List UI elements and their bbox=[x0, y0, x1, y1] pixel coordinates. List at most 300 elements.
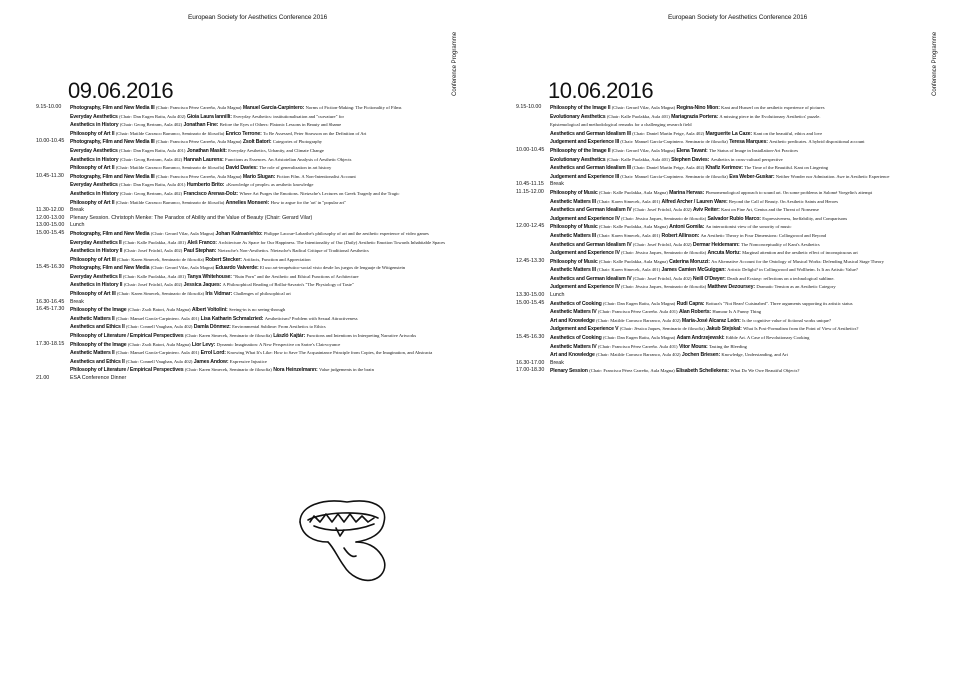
session-name: Aesthetic Matters II bbox=[70, 350, 115, 357]
session-chair: (Chair: Francisca Pérez Carreño, Aula Magna) bbox=[589, 368, 675, 374]
session-entry bbox=[550, 367, 956, 376]
session-name: Everyday Aesthetics bbox=[70, 147, 118, 154]
time-slot: 12.00-13.00 bbox=[36, 214, 65, 221]
schedule-row bbox=[516, 164, 956, 173]
talk-title: Value judgements in the brain bbox=[319, 367, 374, 373]
speaker-name: Lior Levy: bbox=[191, 341, 216, 348]
session-name: Philosophy of the Image II bbox=[550, 105, 611, 111]
schedule-row bbox=[516, 334, 956, 343]
time-slot: 12.00-12.45 bbox=[516, 223, 545, 230]
session-name: Aesthetics and German Idealism III bbox=[550, 130, 631, 137]
right-page bbox=[480, 0, 960, 678]
schedule-row bbox=[36, 190, 476, 199]
session-chair: (Chair: Daniel Martín Feige, Aula 402) bbox=[632, 130, 705, 136]
talk-title: Kant and Husserl on the aesthetic experience of pictures bbox=[721, 105, 825, 110]
session-entry bbox=[70, 147, 476, 156]
speaker-name: Caterina Moruzzi: bbox=[669, 258, 710, 265]
session-entry bbox=[70, 215, 476, 223]
time-slot: 16.30-17.00 bbox=[516, 359, 545, 366]
speaker-name: Robert Stecker: bbox=[205, 256, 242, 263]
session-name: Aesthetics and German Idealism IV bbox=[550, 275, 632, 282]
session-entry bbox=[550, 266, 956, 275]
talk-title: Artifacts, Function and Appreciation bbox=[243, 256, 311, 262]
speaker-name: Jessica Jaques: bbox=[183, 282, 222, 289]
speaker-name: Iris Vidmar: bbox=[205, 291, 233, 298]
session-name: Aesthetics in History bbox=[70, 190, 119, 197]
session-chair: (Chair: Kalle Puolakka, Aula 401) bbox=[122, 239, 186, 245]
schedule-row bbox=[36, 104, 476, 113]
talk-title: Fiction Film. A Non-Intentionalist Account bbox=[276, 173, 356, 179]
speaker-name: Elena Tavani: bbox=[676, 147, 708, 154]
session-chair: (Chair: Jèssica Jaques, Seminario de filosofía) bbox=[621, 250, 707, 256]
session-chair: (Chair: Dan Eugen Ratiu, Aula Magna) bbox=[603, 335, 676, 341]
speaker-name: Mario Slugan: bbox=[242, 173, 276, 180]
time-slot: 9.15-10.00 bbox=[516, 104, 542, 110]
session-chair: (Chair: Jèssica Jaques, Seminario de filosofía) bbox=[621, 284, 707, 290]
session-chair: (Chair: Dan Eugen Ratiu, Aula 402) bbox=[119, 113, 186, 119]
session-entry bbox=[70, 130, 476, 139]
day-date: 09.06.2016 bbox=[68, 78, 174, 103]
time-slot: 10.00-10.45 bbox=[36, 138, 65, 145]
speaker-name: María-José Alcaraz León: bbox=[681, 317, 741, 324]
talk-title: Dynamic Imagination: A New Perspective on Sartre's Clairvoyance bbox=[216, 341, 341, 347]
speaker-name: Lisa Katharin Schmalzried: bbox=[200, 315, 264, 322]
conference-title: European Society for Aesthetics Conference 2016 bbox=[188, 14, 328, 21]
session-entry bbox=[550, 292, 956, 300]
session-name: Judgement and Experience V bbox=[550, 326, 619, 333]
speaker-name: Stephen Davies: bbox=[671, 156, 710, 163]
talk-title: The Nonconceptuality of Kant's Aesthetics bbox=[740, 241, 820, 247]
speaker-name: Marguerite La Caze: bbox=[705, 130, 752, 137]
schedule-row bbox=[36, 247, 476, 256]
speaker-name: Tanya Whitehouse: bbox=[187, 273, 232, 280]
talk-title: Categories of Photography bbox=[272, 139, 323, 145]
time-slot: 10.00-10.45 bbox=[516, 146, 545, 153]
talk-title: Functions as Essences. An Aristotelian Analysis of Aesthetic Objects bbox=[225, 156, 352, 162]
schedule-row bbox=[36, 130, 476, 139]
session-chair: (Chair: Zsolt Batori, Aula Magna) bbox=[127, 307, 191, 313]
speaker-name: László Kajtár: bbox=[273, 333, 306, 340]
session-entry bbox=[550, 156, 956, 165]
schedule-row bbox=[516, 223, 956, 232]
schedule-row bbox=[36, 273, 476, 282]
session-entry bbox=[70, 199, 476, 208]
speaker-name: Dermar Heidemann: bbox=[692, 241, 740, 248]
talk-title: Humour Is A Funny Thing bbox=[712, 309, 762, 315]
speaker-name: Eduardo Valverde: bbox=[215, 265, 259, 272]
session-chair: (Chair: Karen Simecek, Aula 401) bbox=[597, 267, 661, 273]
schedule-row bbox=[516, 249, 956, 258]
talk-title: The role of generalization in art history bbox=[259, 165, 332, 171]
session-entry bbox=[70, 281, 476, 290]
schedule-row bbox=[36, 113, 476, 122]
session-entry bbox=[70, 113, 476, 122]
speaker-name: Jonathan Maskit: bbox=[186, 147, 227, 154]
schedule-row bbox=[516, 300, 956, 309]
schedule-row bbox=[516, 258, 956, 267]
schedule-row bbox=[516, 283, 956, 292]
schedule-row bbox=[36, 349, 476, 358]
session-chair: (Chair: Jèssica Jaques, Seminario de filosofía) bbox=[619, 326, 705, 332]
session-entry bbox=[70, 366, 476, 375]
talk-title: Nietzsche's Non-Aesthetics. Nietzsche's Radical Critique of Traditional Aesthetics bbox=[217, 248, 369, 254]
session-entry bbox=[550, 317, 956, 326]
speaker-name: Rudi Capra: bbox=[676, 300, 705, 307]
session-name: Philosophy of Music bbox=[550, 224, 598, 231]
schedule-row bbox=[36, 281, 476, 290]
speaker-name: Hannah Laurens: bbox=[183, 156, 224, 163]
time-slot: 11.15-12.00 bbox=[516, 188, 544, 195]
session-chair: (Chair: Josef Früchtl, Aula 402) bbox=[632, 207, 692, 213]
schedule-row bbox=[36, 299, 476, 307]
schedule-row bbox=[36, 366, 476, 375]
speaker-name: Manuel García-Carpintero: bbox=[242, 105, 305, 111]
speaker-name: Alan Roberts: bbox=[678, 309, 712, 316]
schedule-row bbox=[36, 138, 476, 147]
session-chair: (Chair: Dan Eugen Ratiu, Aula 401) bbox=[119, 147, 186, 153]
talk-title: Death and Ecstasy: reflections on a technological sublime. bbox=[727, 275, 835, 281]
speaker-name: Zsolt Batori: bbox=[242, 139, 272, 146]
schedule-row bbox=[36, 207, 476, 215]
talk-title: What Do We Owe Beautiful Objects? bbox=[730, 368, 800, 374]
speaker-name: Salvador Rubio Marco: bbox=[707, 215, 761, 222]
session-entry bbox=[70, 222, 476, 230]
schedule bbox=[516, 104, 956, 376]
schedule-row bbox=[516, 232, 956, 241]
session-chair: (Chair: Kalle Puolakka, Aula Magna) bbox=[598, 224, 668, 230]
session-entry bbox=[550, 215, 956, 224]
session-chair: (Chair: Josef Früchtl, Aula 402) bbox=[123, 248, 183, 254]
speaker-name: Vitor Moura: bbox=[678, 343, 708, 350]
session-chair: (Chair: Matilde Carrasco Barranco, Aula 402) bbox=[596, 352, 681, 358]
schedule-row bbox=[36, 121, 476, 130]
time-slot: 15.00-15.45 bbox=[36, 229, 65, 236]
session-name: Photography, Film and New Media bbox=[70, 265, 150, 272]
schedule-row bbox=[516, 189, 956, 198]
speaker-name: Nora Heinzelmann: bbox=[273, 367, 318, 374]
time-slot: 10.45-11.30 bbox=[36, 172, 64, 179]
talk-title: Before the Eyes of Others: Platonic Lessons in Beauty and Shame bbox=[219, 122, 342, 128]
session-chair: (Chair: Dan Eugen Ratiu, Aula 401) bbox=[119, 182, 186, 188]
session-name: Philosophy of Literature / Empirical Perspectives bbox=[70, 367, 184, 374]
speaker-name: Ancuta Mortu: bbox=[707, 250, 741, 257]
schedule-row bbox=[36, 315, 476, 324]
schedule-row bbox=[36, 341, 476, 350]
session-entry bbox=[70, 207, 476, 215]
time-slot: 13.30-15.00 bbox=[516, 292, 545, 299]
session-chair: (Chair: Josef Früchtl, Aula 402) bbox=[632, 275, 692, 281]
session-name: Philosophy of Art II bbox=[70, 165, 115, 172]
speaker-name: Jochen Briesen: bbox=[681, 352, 721, 359]
talk-title: Expressiveness, Ineffability, and Comparisons bbox=[762, 215, 848, 221]
talk-title: The Time of the Beautiful. Kant on Lingering bbox=[744, 165, 829, 171]
schedule-row bbox=[516, 181, 956, 189]
session-chair: (Chair: Kalle Puolakka, Aula 401) bbox=[606, 156, 670, 162]
session-chair: (Chair: Matilde Carrasco Barranco, Seminario de filosofía) bbox=[115, 165, 225, 171]
session-chair: (Chair: Francisca Pérez Carreño. Aula 401) bbox=[597, 309, 678, 315]
talk-title: Everyday Aesthetics, Urbanity, and Climate Change bbox=[228, 147, 324, 153]
schedule-row bbox=[36, 323, 476, 332]
session-text: ESA Conference Dinner bbox=[70, 375, 127, 381]
conference-title: European Society for Aesthetics Conference 2016 bbox=[668, 14, 808, 21]
session-name: Philosophy of Literature / Empirical Perspectives bbox=[70, 333, 184, 340]
speaker-name: Jakub Stejskal: bbox=[706, 326, 742, 333]
session-entry bbox=[550, 308, 956, 317]
schedule-row bbox=[516, 292, 956, 300]
session-name: Judgement and Experience III bbox=[550, 139, 620, 146]
schedule-row bbox=[36, 156, 476, 165]
talk-title: Marginal attention and the aesthetic effect of inconspicuous art bbox=[742, 250, 858, 256]
speaker-name: Regina-Nino Mion: bbox=[676, 105, 720, 111]
session-chair: (Chair: Karen Simecek, Aula 401) bbox=[597, 198, 661, 204]
session-chair: (Chair: Georg Bertram, Aula 402) bbox=[119, 190, 183, 196]
talk-title: The Status of Image in Installation-Art Practices bbox=[708, 147, 799, 153]
talk-title: How to argue for the 'art' in "popular art" bbox=[270, 199, 347, 205]
session-chair: (Chair: Jèssica Jaques, Seminario de filosofía) bbox=[621, 215, 707, 221]
session-entry bbox=[70, 247, 476, 256]
schedule-row bbox=[516, 266, 956, 275]
session-chair: (Chair: Francisca Pérez Carreño. Aula 401) bbox=[597, 343, 678, 349]
schedule-row bbox=[36, 230, 476, 239]
session-chair: (Chair: Karen Simecek, Seminario de filosofía) bbox=[117, 256, 205, 262]
speaker-name: Eva Weber-Guskar: bbox=[729, 173, 775, 180]
session-entry bbox=[550, 275, 956, 284]
talk-title: Architecture As Space for Our Happiness. The Intentionality of Our (Daily) Aesthetic Emotion Towards Inhabitable Spaces bbox=[218, 239, 446, 245]
session-chair: (Chair: Daniel Martín Feige, Aula 402) bbox=[632, 165, 705, 171]
speaker-name: Gioia Laura Iannilli: bbox=[186, 113, 232, 120]
session-text: Break bbox=[70, 207, 84, 214]
session-text: Break bbox=[550, 181, 564, 188]
session-chair: (Chair: Zsolt Batori, Aula Magna) bbox=[127, 341, 191, 347]
session-entry bbox=[550, 189, 956, 198]
speaker-name: David Davies: bbox=[225, 165, 258, 172]
talk-title: Functions and Intentions in Interpreting Narrative Artworks bbox=[306, 333, 417, 339]
session-chair: (Chair: Manuel García-Carpintero. Seminario de filosofía) bbox=[620, 139, 728, 145]
session-entry bbox=[70, 121, 476, 130]
speaker-name: Elisabeth Schellekens: bbox=[676, 368, 729, 375]
speaker-name: Marina Hervas: bbox=[669, 189, 705, 196]
time-slot: 17.30-18.15 bbox=[36, 340, 65, 347]
schedule-row bbox=[36, 215, 476, 223]
schedule-row bbox=[516, 173, 956, 182]
session-chair: (Chair: Manuel García-Carpintero. Aula 401) bbox=[115, 350, 200, 356]
schedule-row bbox=[516, 130, 956, 139]
talk-title: Kant on the beautiful, ethics and love bbox=[753, 130, 823, 136]
talk-title: An interactionist view of the sonority of music bbox=[705, 224, 792, 230]
session-name: Aesthetics of Cooking bbox=[550, 300, 602, 307]
session-name: Philosophy of Art II bbox=[70, 199, 115, 206]
schedule-row bbox=[36, 199, 476, 208]
session-entry bbox=[70, 290, 476, 299]
session-chair: (Chair: Gerard Vilar, Aula Magna) bbox=[611, 105, 676, 110]
talk-title: A Philosophical Reading of Brillat-Savarin's "The Physiology of Taste" bbox=[222, 282, 354, 288]
time-slot: 16.45-17.30 bbox=[36, 306, 65, 313]
session-chair: (Chair: Connell Vaughan, Aula 402) bbox=[126, 358, 193, 364]
talk-title: Edible Art. A Case of Revolutionary Cooking bbox=[725, 335, 810, 341]
speaker-name: Annelies Monseré: bbox=[225, 199, 270, 206]
talk-title: Norms of Fiction-Making: The Fictionality of Films bbox=[305, 105, 402, 110]
session-name: Judgement and Experience III bbox=[550, 173, 620, 180]
time-slot: 13.00-15.00 bbox=[36, 222, 65, 229]
talk-title: Knowledge, Understanding, and Art bbox=[721, 352, 788, 358]
schedule-row bbox=[36, 239, 476, 248]
speaker-name: Johan Kalmanlehto: bbox=[215, 230, 263, 237]
speaker-name: Humberto Brito: bbox=[186, 182, 225, 189]
session-entry bbox=[550, 147, 956, 156]
schedule-row bbox=[516, 325, 956, 334]
session-entry bbox=[550, 104, 956, 113]
session-name: Everyday Aesthetics bbox=[70, 182, 118, 189]
session-entry bbox=[550, 138, 956, 147]
day-date: 10.06.2016 bbox=[548, 78, 654, 103]
session-entry bbox=[70, 104, 476, 113]
session-entry bbox=[70, 239, 476, 248]
talk-title: To Be Assessed, Peter Strawson on the Definition of Art bbox=[263, 130, 367, 136]
schedule-row bbox=[36, 181, 476, 190]
session-name: Art and Knowledge bbox=[550, 352, 595, 359]
talk-title: Is the cognitive value of fictional works unique? bbox=[742, 317, 831, 323]
session-chair: (Chair: Karen Simecek, Seminario de filosofía) bbox=[117, 291, 205, 297]
session-name: Aesthetics in History bbox=[70, 156, 119, 163]
session-entry bbox=[70, 230, 476, 239]
time-slot: 21.00 bbox=[36, 375, 50, 381]
talk-title: Beyond the Call of Beauty. On Aesthetic Saints and Heroes bbox=[728, 198, 839, 204]
session-entry bbox=[550, 198, 956, 207]
session-chair: (Chair: Manuel García-Carpintero. Aula 401) bbox=[115, 315, 200, 321]
schedule-row bbox=[516, 206, 956, 215]
session-entry bbox=[550, 334, 956, 343]
schedule-row bbox=[516, 104, 956, 113]
session-chair: (Chair: Kalle Puolakka, Aula Magna) bbox=[598, 189, 668, 195]
time-slot: 15.45-16.30 bbox=[36, 264, 65, 271]
session-entry bbox=[550, 351, 956, 360]
talk-title: Aesthetic predicates. A hybrid dispositional account bbox=[769, 139, 865, 145]
talk-title: A missing piece in the Evolutionary Aesthetics' puzzle. bbox=[719, 113, 821, 119]
session-entry bbox=[70, 323, 476, 332]
talk-title: Neither Wonder nor Admiration. Awe in Aesthetic Experience bbox=[775, 173, 890, 179]
session-name: Aesthetics in History bbox=[70, 122, 119, 129]
time-slot: 12.45-13.30 bbox=[516, 257, 545, 264]
session-name: Art and Knowledge bbox=[550, 317, 595, 324]
speaker-name: Neill O'Dwyer: bbox=[692, 275, 726, 282]
talk-title: El uso art-terapéutico-social visto desde los juegos de lenguaje de Wittgenstein bbox=[259, 265, 406, 271]
schedule-row bbox=[36, 264, 476, 273]
time-slot: 17.00-18.30 bbox=[516, 367, 545, 374]
talk-title: Phenomenological approach to sound art. On some problems in Salomé Voegelin's attempt bbox=[705, 189, 873, 195]
session-entry bbox=[70, 306, 476, 315]
speaker-name: Francisco Arenas-Dolz: bbox=[183, 190, 238, 197]
programme-label: Conference Programme bbox=[932, 31, 938, 96]
talk-title: «Knowledge of people» as aesthetic knowledge bbox=[225, 182, 314, 188]
speaker-name: Antoni Gomila: bbox=[669, 224, 705, 231]
session-chair: (Chair: Gerard Vilar, Aula Magna) bbox=[150, 265, 215, 271]
speaker-name: Matthew Dezoursey: bbox=[707, 284, 755, 291]
session-name: Aesthetics in History II bbox=[70, 282, 123, 289]
session-entry bbox=[550, 258, 956, 267]
schedule-row bbox=[36, 375, 476, 383]
schedule-row bbox=[516, 198, 956, 207]
session-name: Everyday Aesthetics bbox=[70, 113, 118, 120]
speaker-name: Alfred Archer / Lauren Ware: bbox=[661, 198, 728, 205]
schedule-row bbox=[36, 290, 476, 299]
session-name: Philosophy of the Image bbox=[70, 307, 127, 314]
session-name: Aesthetic Matters III bbox=[550, 232, 596, 239]
time-slot: 9.15-10.00 bbox=[36, 104, 62, 110]
session-entry bbox=[70, 181, 476, 190]
talk-title: Everyday Aesthetics: institutionalisation and "curvature" for bbox=[233, 113, 344, 119]
talk-title: Aesthetics in cross-cultural perspective bbox=[710, 156, 783, 162]
schedule-row bbox=[36, 173, 476, 182]
session-chair: (Chair: Francisca Pérez Carreño, Aula Magna) bbox=[155, 139, 242, 145]
schedule-row bbox=[516, 147, 956, 156]
time-slot: 11.30-12.00 bbox=[36, 207, 64, 214]
schedule-row bbox=[516, 121, 956, 130]
talk-title: "Ruin Porn" and the Aesthetic and Ethical Functions of Architecture bbox=[233, 273, 359, 279]
session-name: Aesthetic Matters III bbox=[550, 267, 596, 274]
session-chair: (Chair: Karen Simecek, Aula 401) bbox=[597, 232, 661, 238]
session-entry bbox=[70, 315, 476, 324]
session-chair: (Chair: Kalle Puolakka, Aula 401) bbox=[122, 273, 186, 279]
session-name: Aesthetics and German Idealism IV bbox=[550, 207, 632, 214]
session-entry bbox=[550, 343, 956, 352]
session-entry bbox=[550, 232, 956, 241]
schedule-row bbox=[36, 256, 476, 265]
session-name: Philosophy of Music bbox=[550, 189, 598, 196]
talk-title: Tasting the Bleeding bbox=[708, 343, 747, 349]
session-text: Lunch bbox=[70, 222, 85, 229]
session-entry bbox=[70, 173, 476, 182]
session-chair: (Chair: Francisca Pérez Carreño, Aula Magna) bbox=[155, 105, 242, 110]
schedule-row bbox=[516, 351, 956, 360]
speaker-name: Paul Stephan: bbox=[183, 248, 217, 255]
session-entry bbox=[550, 121, 956, 130]
talk-title: Knowing What It's Like: How to Save The Acquaintance Principle from Copies, the Imagination, and Abstracta bbox=[227, 350, 433, 356]
session-chair: (Chair: Gerard Vilar, Aula Magna) bbox=[611, 147, 676, 153]
session-name: Judgement and Experience IV bbox=[550, 250, 620, 257]
schedule-row bbox=[516, 156, 956, 165]
session-name: Aesthetic Matters IV bbox=[550, 309, 597, 316]
session-entry bbox=[70, 299, 476, 307]
session-entry bbox=[70, 332, 476, 341]
schedule-row bbox=[516, 317, 956, 326]
session-chair: (Chair: Karen Simecek, Seminario de filosofía) bbox=[184, 367, 272, 373]
session-chair: (Chair: Kalle Puolakka, Aula 401) bbox=[606, 113, 670, 119]
session-entry bbox=[70, 358, 476, 367]
speaker-name: Adam Andrzejewski: bbox=[676, 335, 725, 342]
time-slot: 15.45-16.30 bbox=[516, 334, 545, 341]
schedule-row bbox=[36, 306, 476, 315]
session-name: Aesthetic Matters III bbox=[550, 198, 596, 205]
session-name: Aesthetics and Ethics II bbox=[70, 324, 125, 331]
schedule-row bbox=[516, 113, 956, 122]
session-name: Aesthetics and German Idealism III bbox=[550, 165, 631, 172]
session-chair: (Chair: Francisca Pérez Carreño, Aula Magna) bbox=[155, 173, 242, 179]
session-entry bbox=[70, 341, 476, 350]
session-chair: (Chair: Matilde Carrasco Barranco, Seminario de filosofía) bbox=[115, 130, 225, 136]
session-name: Aesthetic Matters IV bbox=[550, 343, 597, 350]
speaker-name: Jonathan Fine: bbox=[183, 122, 219, 129]
talk-title: Expressive Injustice bbox=[229, 358, 267, 364]
talk-title: Kant on Fine Art, Genius and the Threat of Nonsense bbox=[721, 207, 819, 213]
session-chair: (Chair: Connell Vaughan, Aula 402) bbox=[126, 324, 193, 330]
tongue-logo-icon bbox=[292, 492, 402, 587]
session-entry bbox=[70, 349, 476, 358]
session-text: Lunch bbox=[550, 292, 565, 299]
speaker-name: Mariagrazia Portera: bbox=[671, 113, 719, 120]
speaker-name: James Camien McGuiggan: bbox=[661, 267, 726, 274]
session-entry bbox=[70, 375, 476, 383]
schedule-row bbox=[36, 147, 476, 156]
